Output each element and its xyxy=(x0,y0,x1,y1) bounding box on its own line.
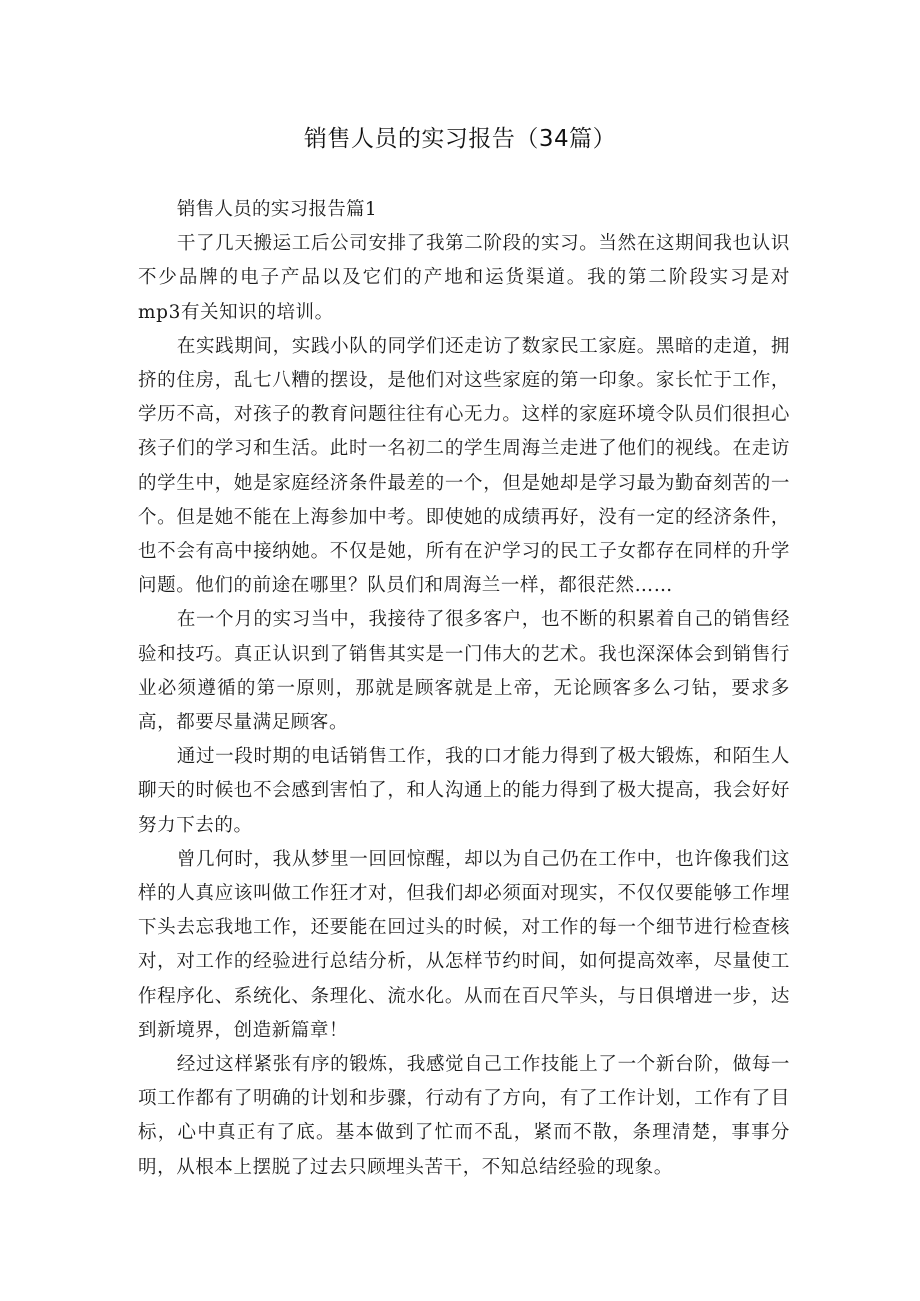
document-body xyxy=(138,193,790,1185)
paragraph: 曾几何时，我从梦里一回回惊醒，却以为自己仍在工作中，也许像我们这样的人真应该叫做工作狂才对，但我们却必须面对现实，不仅仅要能够工作埋下头去忘我地工作，还要能在回过头的时候，对工作的每一个细节进行检查核对，对工作的经验进行总结分析，从怎样节约时间，如何提高效率，尽量使工作程序化、系统化、条理化、流水化。从而在百尺竿头，与日俱增进一步，达到新境界，创造新篇章！ xyxy=(138,848,790,1041)
paragraph: 经过这样紧张有序的锻炼，我感觉自己工作技能上了一个新台阶，做每一项工作都有了明确的计划和步骤，行动有了方向，有了工作计划，工作有了目标，心中真正有了底。基本做到了忙而不乱，紧而不散，条理清楚，事事分明，从根本上摆脱了过去只顾埋头苦干，不知总结经验的现象。 xyxy=(138,1054,790,1178)
paragraph: 在实践期间，实践小队的同学们还走访了数家民工家庭。黑暗的走道，拥挤的住房，乱七八糟的摆设，是他们对这些家庭的第一印象。家长忙于工作，学历不高，对孩子的教育问题往往有心无力。这样的家庭环境令队员们很担心孩子们的学习和生活。此时一名初二的学生周海兰走进了他们的视线。在走访的学生中，她是家庭经济条件最差的一个，但是她却是学习最为勤奋刻苦的一个。但是她不能在上海参加中考。即使她的成绩再好，没有一定的经济条件，也不会有高中接纳她。不仅是她，所有在沪学习的民工子女都存在同样的升学问题。他们的前途在哪里？队员们和周海兰一样，都很茫然…… xyxy=(138,335,790,597)
paragraph: 在一个月的实习当中，我接待了很多客户，也不断的积累着自己的销售经验和技巧。真正认识到了销售其实是一门伟大的艺术。我也深深体会到销售行业必须遵循的第一原则，那就是顾客就是上帝，无论顾客多么刁钻，要求多高，都要尽量满足顾客。 xyxy=(138,609,790,734)
paragraph: 通过一段时期的电话销售工作，我的口才能力得到了极大锻炼，和陌生人聊天的时候也不会感到害怕了，和人沟通上的能力得到了极大提高，我会好好努力下去的。 xyxy=(138,746,790,836)
document-title: 销售人员的实习报告（34篇） xyxy=(303,126,617,152)
section-heading: 销售人员的实习报告篇1 xyxy=(176,199,377,220)
paragraph: 干了几天搬运工后公司安排了我第二阶段的实习。当然在这期间我也认识不少品牌的电子产品以及它们的产地和运货渠道。我的第二阶段实习是对mp3有关知识的培训。 xyxy=(138,233,790,323)
